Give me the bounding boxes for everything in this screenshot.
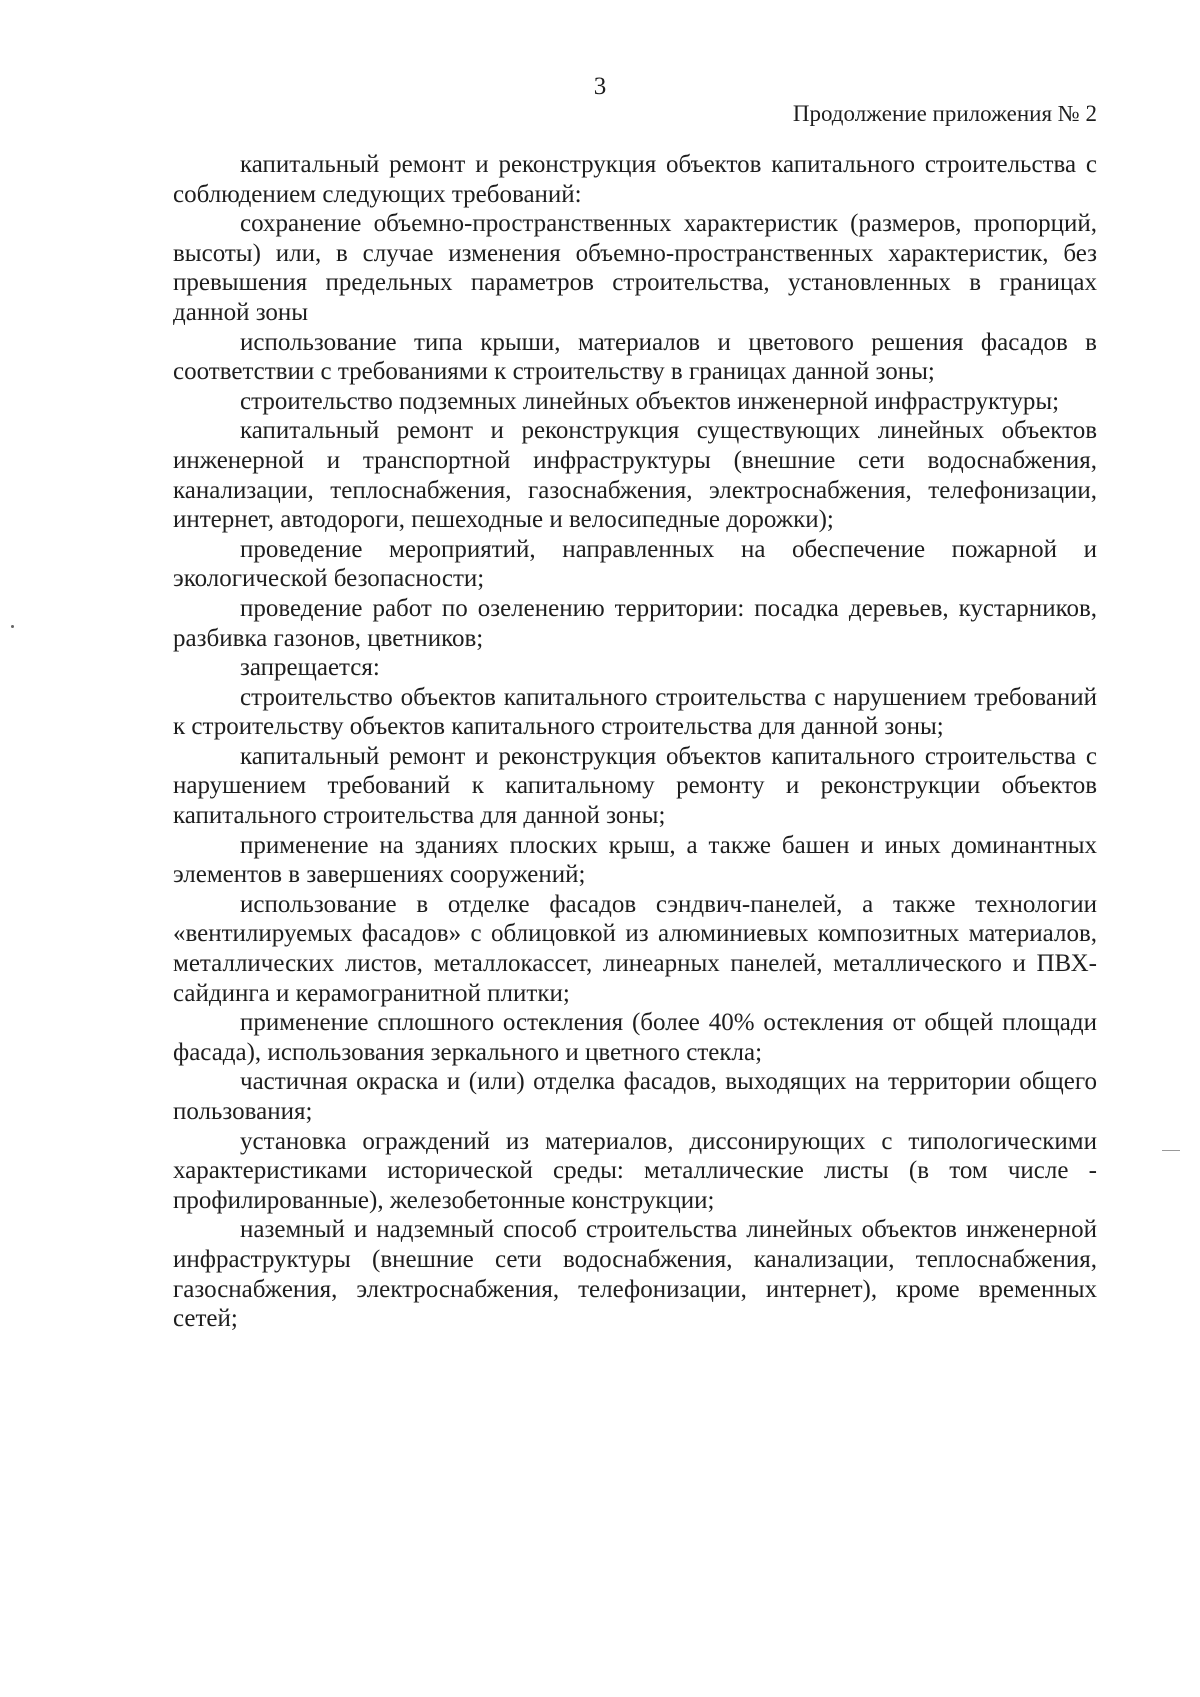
paragraph: частичная окраска и (или) отделка фасадов, выходящих на территории общего пользования; [173, 1068, 1097, 1125]
document-body [173, 150, 1097, 1334]
paragraph: установка ограждений из материалов, диссонирующих с типологическими характеристиками исторической среды: металлические листы (в том числе - профилированные), железобетонные конструкции; [173, 1127, 1097, 1214]
scan-speck [11, 625, 14, 628]
page-number: 3 [593, 73, 607, 100]
paragraph: запрещается: [240, 654, 380, 682]
paragraph: капитальный ремонт и реконструкция объектов капитального строительства с нарушением требований к капитальному ремонту и реконструкции объектов капитального строительства для данной зоны; [173, 742, 1097, 830]
paragraph: строительство объектов капитального строительства с нарушением требований к строительству объектов капитального строительства для данной зоны; [173, 683, 1097, 741]
paragraph: применение сплошного остекления (более 40% остекления от общей площади фасада), использования зеркального и цветного стекла; [173, 1009, 1097, 1066]
paragraph: использование типа крыши, материалов и цветового решения фасадов в соответствии с требованиями к строительству в границах данной зоны; [173, 328, 1097, 386]
paragraph: капитальный ремонт и реконструкция объектов капитального строительства с соблюдением следующих требований: [173, 151, 1097, 208]
scan-speck [1162, 1150, 1180, 1151]
paragraph: проведение мероприятий, направленных на обеспечение пожарной и экологической безопасности; [173, 535, 1097, 593]
paragraph: применение на зданиях плоских крыш, а также башен и иных доминантных элементов в завершениях сооружений; [173, 831, 1097, 889]
paragraph: наземный и надземный способ строительства линейных объектов инженерной инфраструктуры (внешние сети водоснабжения, канализации, теплоснабжения, газоснабжения, электроснабжения, телефонизации, интернет), кроме временных сетей; [173, 1216, 1097, 1333]
paragraph: строительство подземных линейных объектов инженерной инфраструктуры; [240, 387, 1060, 415]
paragraph: капитальный ремонт и реконструкция существующих линейных объектов инженерной и транспортной инфраструктуры (внешние сети водоснабжения, канализации, теплоснабжения, газоснабжения, электроснабжения, телефонизации, интернет, автодороги, пешеходные и велосипедные дорожки); [173, 417, 1097, 534]
appendix-note: Продолжение приложения № 2 [792, 101, 1097, 126]
paragraph: сохранение объемно-пространственных характеристик (размеров, пропорций, высоты) или, в случае изменения объемно-пространственных характеристик, без превышения предельных параметров строительства, установленных в границах данной зоны [173, 210, 1097, 326]
paragraph: проведение работ по озеленению территории: посадка деревьев, кустарников, разбивка газонов, цветников; [173, 594, 1097, 652]
paragraph: использование в отделке фасадов сэндвич-панелей, а также технологии «вентилируемых фасадов» с облицовкой из алюминиевых композитных материалов, металлических листов, металлокассет, линеарных панелей, металлического и ПВХ-сайдинга и керамогранитной плитки; [173, 890, 1097, 1007]
